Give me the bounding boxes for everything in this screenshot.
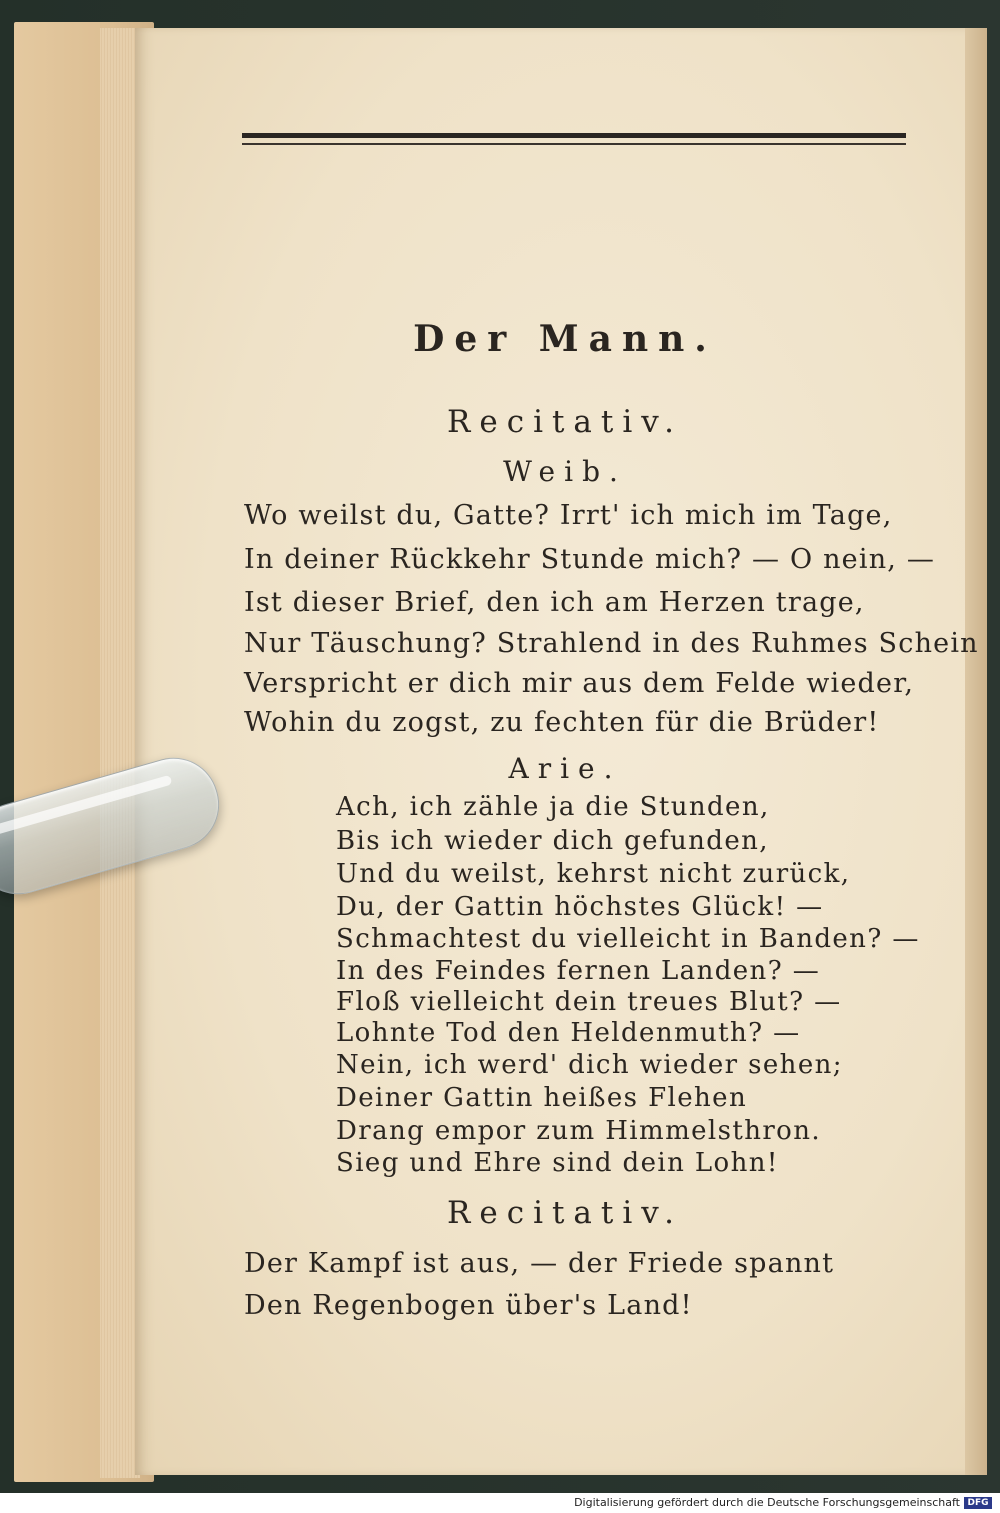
aria-line: Und du weilst, kehrst nicht zurück, — [336, 859, 851, 889]
aria-line: Floß vielleicht dein treues Blut? — — [336, 987, 842, 1017]
section-heading-recitativ: Recitativ. — [447, 1195, 683, 1231]
header-rule-thin — [242, 143, 906, 145]
section-heading-arie: Arie. — [508, 752, 622, 785]
aria-line: Nein, ich werd' dich wieder sehen; — [336, 1050, 843, 1080]
aria-line: Lohnte Tod den Heldenmuth? — — [336, 1018, 801, 1048]
aria-line: Ach, ich zähle ja die Stunden, — [336, 792, 770, 822]
footer-bar — [0, 1493, 1000, 1513]
page-title: Der Mann. — [413, 318, 717, 360]
aria-line: Deiner Gattin heißes Flehen — [336, 1083, 748, 1113]
aria-line: Bis ich wieder dich gefunden, — [336, 826, 769, 856]
speaker-label: Weib. — [503, 455, 627, 488]
verse-line: Wo weilst du, Gatte? Irrt' ich mich im Tage, — [244, 500, 893, 531]
verse-line: Nur Täuschung? Strahlend in des Ruhmes Schein — [244, 628, 979, 659]
aria-line: Sieg und Ehre sind dein Lohn! — [336, 1148, 779, 1178]
dfg-logo: DFG — [964, 1497, 992, 1509]
aria-line: Du, der Gattin höchstes Glück! — — [336, 892, 824, 922]
aria-line: In des Feindes fernen Landen? — — [336, 956, 821, 986]
verse-line: Verspricht er dich mir aus dem Felde wieder, — [244, 668, 915, 699]
footer-credit: Digitalisierung gefördert durch die Deutsche Forschungsgemeinschaft — [574, 1496, 960, 1509]
verse-line: In deiner Rückkehr Stunde mich? — O nein, — — [244, 544, 936, 575]
aria-line: Drang empor zum Himmelsthron. — [336, 1116, 822, 1146]
verse-line: Den Regenbogen über's Land! — [244, 1290, 693, 1321]
aria-line: Schmachtest du vielleicht in Banden? — — [336, 924, 920, 954]
verse-line: Ist dieser Brief, den ich am Herzen trage, — [244, 587, 865, 618]
header-rule — [242, 133, 906, 138]
verse-line: Wohin du zogst, zu fechten für die Brüder! — [244, 707, 880, 738]
verse-line: Der Kampf ist aus, — der Friede spannt — [244, 1248, 835, 1279]
section-heading-recitativ: Recitativ. — [447, 404, 683, 440]
